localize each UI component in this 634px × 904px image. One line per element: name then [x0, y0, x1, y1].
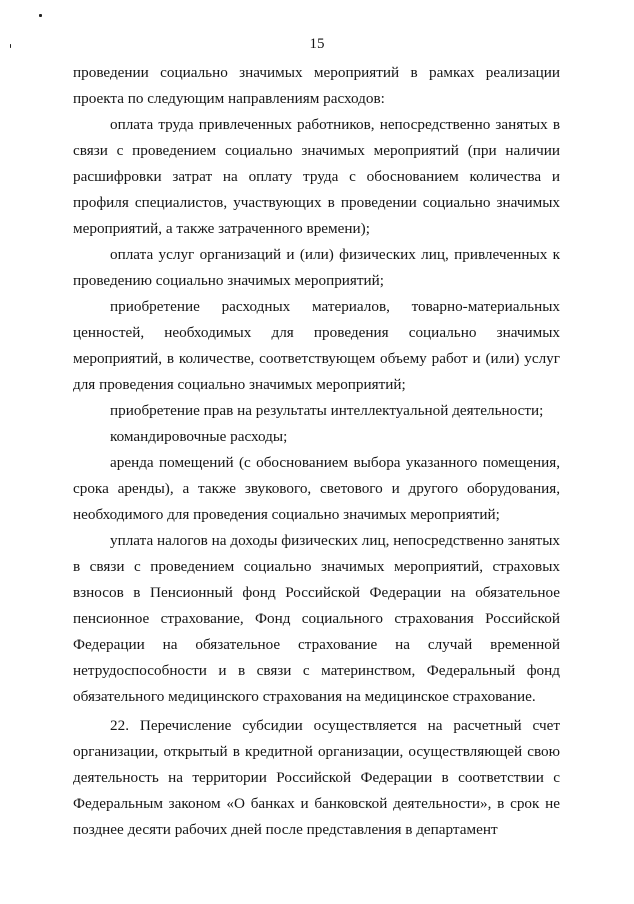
paragraph-premises-rent: аренда помещений (с обоснованием выбора указанного помещения, срока аренды), а также звукового, светового и другого оборудования, необходимого для проведения социально значимых мероприятий; — [73, 454, 560, 523]
paragraph-travel-expenses: командировочные расходы; — [110, 428, 288, 445]
paragraph-taxes-contributions: уплата налогов на доходы физических лиц, непосредственно занятых в связи с проведением социально значимых мероприятий, страховых взносов в Пенсионный фонд Российской Федерации на обязательное пенсионное страхование, Фонд социального страхования Российской Федерации на обязательное страхование на случай временной нетрудоспособности и в связи с материнством, Федеральный фонд обязательного медицинского страхования на медицинское страхование. — [73, 532, 560, 705]
paragraph-services-payment: оплата услуг организаций и (или) физических лиц, привлеченных к проведению социально значимых мероприятий; — [73, 246, 560, 289]
page-number: 15 — [309, 36, 325, 52]
paragraph-materials-purchase: приобретение расходных материалов, товарно-материальных ценностей, необходимых для проведения социально значимых мероприятий, в количестве, соответствующем объему работ и (или) услуг для проведения социально значимых мероприятий; — [73, 298, 560, 393]
paragraph-labor-costs: оплата труда привлеченных работников, непосредственно занятых в связи с проведением социально значимых мероприятий (при наличии расшифровки затрат на оплату труда с обоснованием количества и профиля специалистов, участвующих в проведении социально значимых мероприятий, а также затраченного времени); — [73, 116, 560, 237]
scan-artifact-dot — [39, 14, 42, 17]
paragraph-22-subsidy-transfer: 22. Перечисление субсидии осуществляется на расчетный счет организации, открытый в кредитной организации, осуществляющей свою деятельность на территории Российской Федерации в соответствии с Федеральным законом «О банках и банковской деятельности», в срок не позднее десяти рабочих дней после представления в департамент — [73, 717, 560, 838]
paragraph-continuation: проведении социально значимых мероприятий в рамках реализации проекта по следующим направлениям расходов: — [73, 64, 560, 107]
paragraph-ip-rights: приобретение прав на результаты интеллектуальной деятельности; — [110, 402, 544, 419]
document-body — [73, 60, 560, 843]
